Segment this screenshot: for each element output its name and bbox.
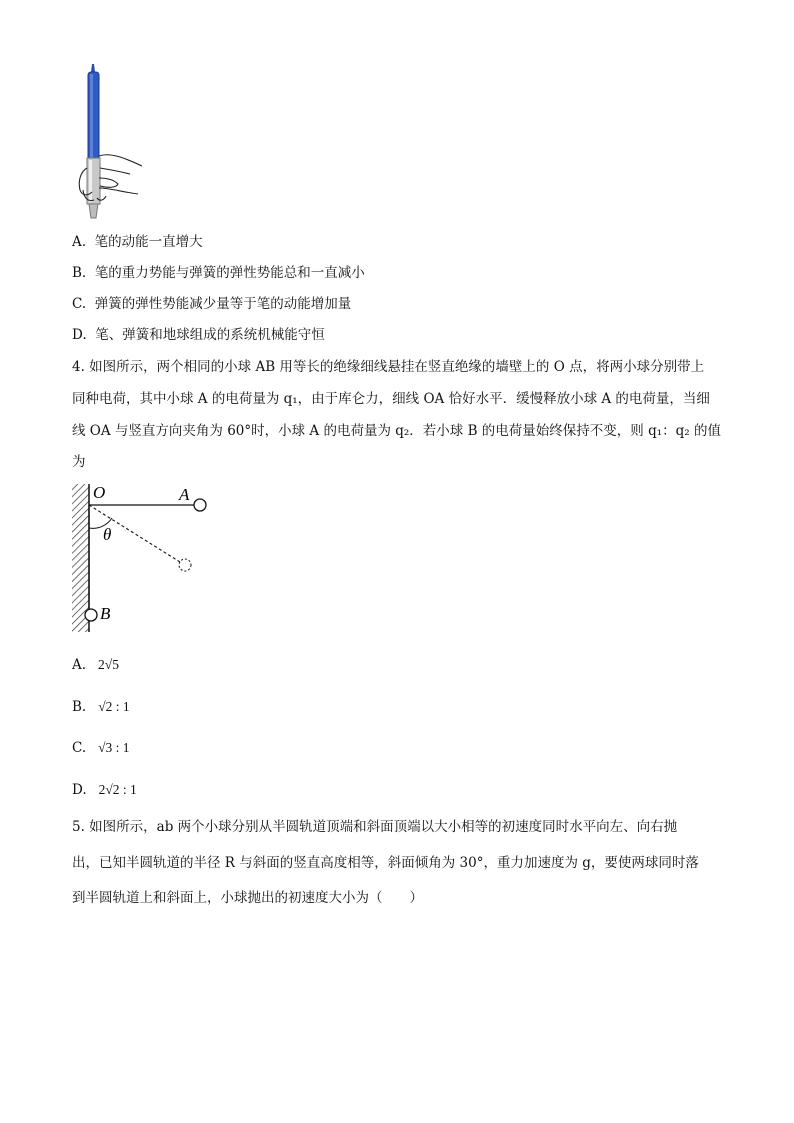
ball-b [85,609,97,621]
option-letter: D. [72,782,87,798]
q5-stem-line-1: 5. 如图所示，ab 两个小球分别从半圆轨道顶端和斜面顶端以大小相等的初速度同时水平向左、向右抛 [72,819,678,835]
q5-stem-line-2: 出，已知半圆轨道的半径 R 与斜面的竖直高度相等，斜面倾角为 30°，重力加速度为 g，要使两球同时落 [72,855,699,871]
pen-barrel [88,72,99,160]
q4-stem-line-1: 4. 如图所示，两个相同的小球 AB 用等长的绝缘细线悬挂在竖直绝缘的墙壁上的 O 点，将两小球分别带上 [72,359,705,375]
option-letter: C. [72,740,87,756]
option-letter: D. [72,327,87,343]
label-a: A [179,485,190,504]
option-value: √3 : 1 [98,740,130,755]
q4-option-d [72,780,137,800]
option-letter: B. [72,265,87,281]
option-value: √2 : 1 [98,699,130,714]
q4-stem-line-3: 线 OA 与竖直方向夹角为 60°时，小球 A 的电荷量为 q₂．若小球 B 的电荷量始终保持不变，则 q₁：q₂ 的值 [72,423,721,439]
label-theta: θ [103,525,112,544]
q5-stem-line-3: 到半圆轨道上和斜面上，小球抛出的初速度大小为（ ） [72,890,423,906]
wall-hatching [72,484,89,632]
pen-grip [87,158,100,204]
q3-option-d [72,325,325,345]
q4-option-b [72,697,130,717]
q4-option-a [72,655,119,675]
q3-option-b [72,263,365,283]
option-text: 笔的重力势能与弹簧的弹性势能总和一直减小 [94,265,365,281]
option-letter: B. [72,699,87,715]
ball-a [194,499,206,511]
q4-stem-line-4: 为 [72,454,86,470]
pen-tip [91,64,95,72]
option-text: 笔的动能一直增大 [94,234,203,250]
option-value: 2√2 : 1 [98,782,137,797]
q3-option-c [72,294,351,314]
q4-figure [62,478,222,638]
label-o: O [93,483,106,502]
q4-stem-line-2: 同种电荷，其中小球 A 的电荷量为 q₁，由于库仑力，细线 OA 恰好水平．缓慢释放小球 A 的电荷量，当细 [72,391,710,407]
ball-a-new-position [179,559,191,571]
option-letter: A. [72,657,87,673]
q3-option-a [72,232,203,252]
pen-hand-figure [70,60,150,225]
option-value: 2√5 [98,657,119,672]
q4-option-c [72,738,130,758]
option-letter: C. [72,296,87,312]
option-text: 弹簧的弹性势能减少量等于笔的动能增加量 [94,296,352,312]
option-text: 笔、弹簧和地球组成的系统机械能守恒 [95,327,325,343]
label-b: B [100,604,111,623]
option-letter: A. [72,234,87,250]
